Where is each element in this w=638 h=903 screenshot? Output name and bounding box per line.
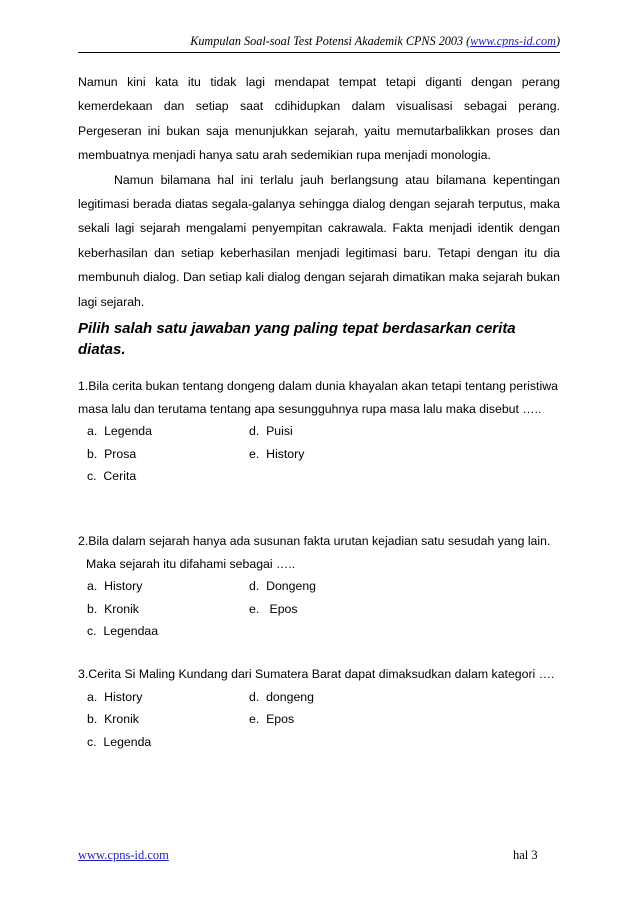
option-row — [78, 731, 568, 754]
question-2-options — [78, 575, 568, 643]
option-a: a. Legenda — [87, 424, 152, 438]
option-row — [78, 575, 568, 598]
header-close-paren: ) — [555, 34, 560, 48]
instruction-heading: Pilih salah satu jawaban yang paling tepat berdasarkan cerita diatas. — [78, 320, 516, 358]
footer-site-link[interactable]: www.cpns-id.com — [78, 848, 169, 862]
option-row — [78, 708, 568, 731]
question-2-text: 2.Bila dalam sejarah hanya ada susunan fakta urutan kejadian satu sesudah yang lain. Maka sejarah itu difahami sebagai ….. — [78, 534, 551, 571]
option-e: e. Epos — [249, 601, 298, 616]
option-c: c. Legendaa — [87, 624, 159, 638]
option-d: d. dongeng — [249, 689, 314, 704]
option-a: a. History — [87, 689, 143, 704]
header-title: Kumpulan Soal-soal Test Potensi Akademik CPNS 2003 ( — [190, 34, 471, 48]
question-1 — [78, 375, 568, 488]
header-divider — [78, 52, 560, 53]
option-row — [78, 420, 568, 443]
question-1-text: 1.Bila cerita bukan tentang dongeng dalam dunia khayalan akan tetapi tentang peristiwa masa lalu dan terutama tentang apa sesungguhnya rupa masa lalu maka disebut ….. — [78, 379, 558, 416]
option-c: c. Cerita — [87, 469, 137, 483]
question-3-options — [78, 686, 568, 754]
option-b: b. Kronik — [87, 712, 139, 726]
question-2 — [78, 530, 568, 643]
option-row — [78, 620, 568, 643]
option-d: d. Puisi — [249, 424, 293, 438]
option-a: a. History — [87, 579, 143, 593]
option-row — [78, 598, 568, 621]
header-link[interactable]: www.cpns-id.com — [470, 34, 556, 48]
question-3 — [78, 663, 568, 753]
passage — [78, 70, 560, 314]
footer-page-number: hal 3 — [513, 848, 538, 862]
passage-paragraph-2: Namun bilamana hal ini terlalu jauh berlangsung atau bilamana kepentingan legitimasi berada diatas segala-galanya sehingga dialog dengan sejarah terputus, maka sekali lagi sejarah mengalami penyempitan cakrawala. Fakta menjadi identik dengan keberhasilan dan setiap keberhasilan menjadi legitimasi baru. Tetapi dengan itu dia membunuh dialog. Dan setiap kali dialog dengan sejarah dimatikan maka sejarah bukan lagi sejarah. — [78, 172, 560, 309]
option-b: b. Prosa — [87, 446, 137, 461]
option-row — [78, 465, 568, 488]
page-header — [78, 34, 560, 49]
option-row — [78, 443, 568, 466]
question-3-text: 3.Cerita Si Maling Kundang dari Sumatera Barat dapat dimaksudkan dalam kategori …. — [78, 667, 555, 681]
question-1-options — [78, 420, 568, 488]
passage-paragraph-1: Namun kini kata itu tidak lagi mendapat tempat tetapi diganti dengan perang kemerdekaan dan setiap saat cdihidupkan dalam visualisasi sebagai perang. Pergeseran ini bukan saja menunjukkan sejarah, yaitu memutarbalikkan proses dan membuatnya menjadi hanya satu arah sedemikian rupa menjadi monologia. — [78, 75, 560, 163]
option-b: b. Kronik — [87, 601, 139, 616]
option-row — [78, 686, 568, 709]
option-e: e. History — [249, 446, 305, 461]
option-d: d. Dongeng — [249, 579, 317, 593]
option-e: e. Epos — [249, 712, 295, 726]
option-c: c. Legenda — [87, 734, 152, 749]
